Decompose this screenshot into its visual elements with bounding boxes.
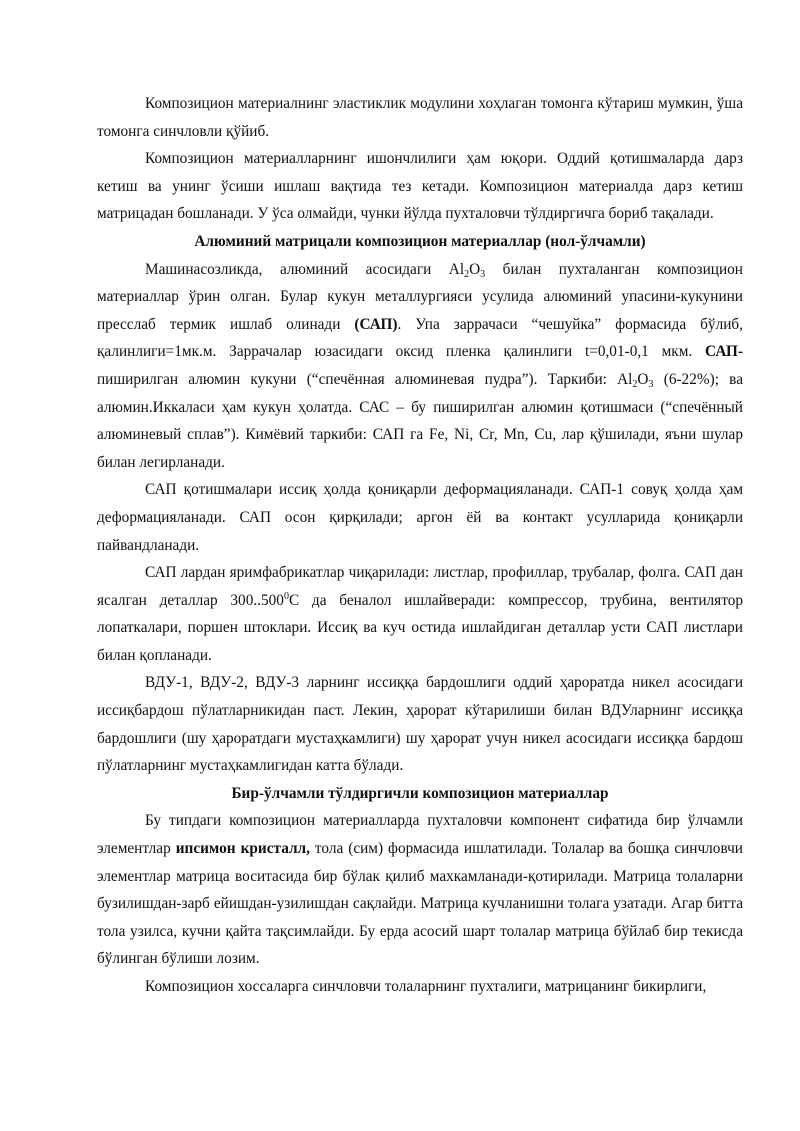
subscript: 2 [632, 378, 638, 390]
text-run: тола (сим) формасида ишлатилади. Толалар ва бошқа синчловчи элементлар матрица воситасида бир бўлак қилиб махкамланади-қотирилади. Матрица толаларни бузилишдан-зарб ейишдан-узилишдан сақлайди. Матрица кучланишни толага узатади. Агар битта тола узилса, кучни қайта тақсимлайди. Бу ерда асосий шарт толалар матрица бўйлаб бир текисда бўлинган бўлиши лозим. [97, 840, 743, 968]
document-page [97, 90, 743, 1001]
paragraph-vdu-heat-resistance: ВДУ-1, ВДУ-2, ВДУ-3 ларнинг иссиққа бардошлиги оддий ҳароратда никел асосидаги иссиқбардош пўлатларникидан паст. Лекин, ҳарорат кўтарилиши билан ВДУларнинг иссиққа бардошлиги (шу ҳароратдаги мустаҳкамлиги) шу ҳарорат учун никел асосидаги иссиққа бардош пўлатларнинг мустаҳкамлигидан катта бўлади. [97, 674, 743, 775]
paragraph-fiber-reinforcement [97, 807, 743, 973]
text-run: (6-22%); ва алюмин.Иккаласи ҳам кукун ҳолатда. САС – бу пиширилган алюмин қотишмаси (“спечённый алюминевый сплав”). Кимёвий таркиби: САП га Fe, Ni, Cr, Mn, Cu, лар қўшилади, яъни шулар билан легирланади. [97, 370, 743, 471]
text-run: С да беналол ишлайверади: компрессор, трубина, вентилятор лопаткалари, поршен штоклари. Иссиқ ва куч остида ишлайдиган деталлар усти САП листлари билан қопланади. [97, 591, 743, 664]
text-run: O [469, 260, 481, 278]
heading-one-dimensional-filler: Бир-ўлчамли тўлдиргичли композицион материаллар [231, 784, 609, 802]
heading-aluminum-matrix: Алюминий матрицали композицион материаллар (нол-ўлчамли) [194, 232, 646, 250]
paragraph-reliability: Композицион материалларнинг ишончлилиги ҳам юқори. Оддий қотишмаларда дарз кетиш ва унинг ўсиши ишлаш вақтида тез кетади. Композицион материалда дарз кетиш матрицадан бошланади. У ўса олмайди, чунки йўлда пухталовчи тўлдиргичга бориб тақалади. [97, 150, 743, 223]
bold-term-whisker: ипсимон кристалл, [175, 840, 310, 858]
bold-term-sap: (САП) [354, 315, 398, 333]
text-run: САП лардан яримфабрикатлар чиқарилади: листлар, профиллар, трубалар, фолга. САП дан ясалган деталлар 300..500 [97, 564, 743, 609]
text-run: . Упа заррачаси “чешуйка” формасида бўлиб, қалинлиги=1мк.м. Заррачалар юзасидаги оксид пленка қалинлиги t=0,01-0,1 мкм. [97, 315, 743, 361]
superscript: 0 [283, 590, 289, 602]
paragraph-elastic-modulus: Композицион материалнинг эластиклик модулини хоҳлаган томонга кўтариш мумкин, ўша томонга синчловли қўйиб. [97, 95, 743, 140]
bold-term-sap-def: САП- [705, 343, 743, 361]
paragraph-sap-products [97, 559, 743, 669]
subscript: 3 [648, 378, 654, 390]
text-run: O [637, 370, 649, 388]
text-run: пиширилган алюмин кукуни (“спечённая алюминевая пудра”). Таркиби: Al [97, 370, 633, 388]
paragraph-sap-description [97, 256, 743, 477]
paragraph-composite-properties: Композицион хоссаларга синчловчи толаларнинг пухталиги, матрицанинг бикирлиги, [145, 978, 707, 995]
subscript: 2 [464, 268, 470, 280]
subscript: 3 [480, 268, 486, 280]
text-run: Машинасозликда, алюминий асосидаги Al [145, 260, 465, 278]
text-run: билан пухталанган композицион материаллар ўрин олган. Булар кукун металлургияси усулида алюминий упасини-кукунини пресслаб термик ишлаб олинади [97, 260, 743, 333]
paragraph-sap-deformation: САП қотишмалари иссиқ ҳолда қониқарли деформацияланади. САП-1 совуқ ҳолда ҳам деформацияланади. САП осон қирқилади; аргон ёй ва контакт усулларида қониқарли пайвандланади. [97, 481, 743, 554]
text-run: Бу типдаги композицион материалларда пухталовчи компонент сифатида бир ўлчамли элементлар [97, 812, 743, 858]
